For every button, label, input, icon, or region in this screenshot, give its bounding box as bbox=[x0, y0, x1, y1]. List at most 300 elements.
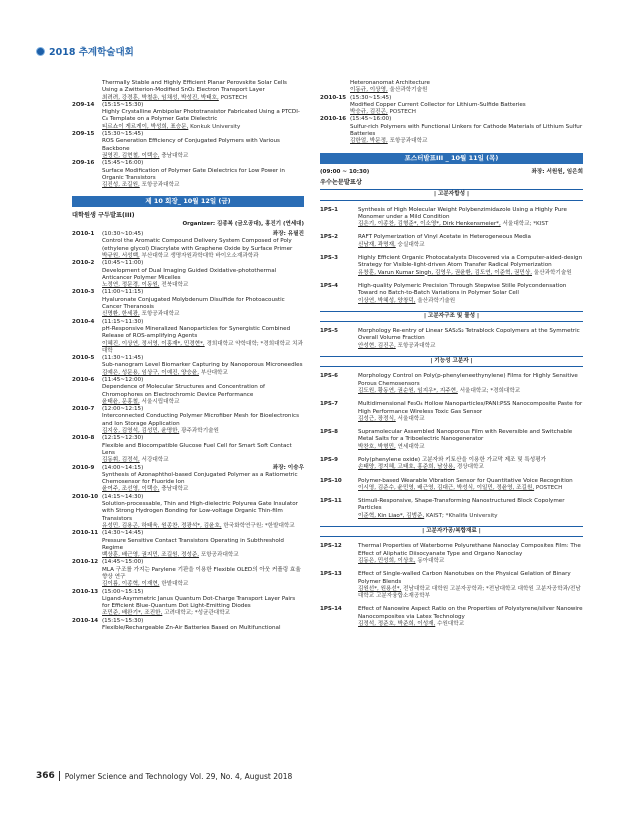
entry-code: 1PS-5 bbox=[320, 328, 338, 335]
entry-author-names: 신남재, 곽명재, bbox=[358, 241, 396, 248]
poster-time-row bbox=[320, 169, 583, 176]
entry-affiliation: 서울대학교; *경희대학교 bbox=[459, 387, 521, 394]
entry-body bbox=[102, 319, 304, 355]
entry-authors bbox=[358, 621, 583, 628]
entry-authors bbox=[102, 552, 304, 559]
entry-code: 2O10-8 bbox=[72, 435, 95, 442]
entry-code: 1PS-3 bbox=[320, 255, 338, 262]
entry-chair: 좌장: 유필진 bbox=[272, 231, 304, 238]
program-entry bbox=[320, 429, 583, 451]
program-entry bbox=[320, 478, 583, 493]
entry-code: 2O10-2 bbox=[72, 260, 95, 267]
group-heading: | 기능성 고분자 | bbox=[320, 356, 583, 367]
entry-time-row bbox=[102, 559, 304, 566]
entry-body bbox=[358, 283, 583, 305]
entry-time-row bbox=[102, 406, 304, 413]
program-entry bbox=[72, 102, 304, 131]
program-entry bbox=[72, 80, 304, 102]
program-entry bbox=[72, 131, 304, 160]
entry-affiliation: KAIST; *Khalifa University bbox=[425, 512, 498, 519]
right-top-entries bbox=[320, 80, 583, 146]
entry-author-names: 노정연, 정문경, 이동원, bbox=[102, 282, 160, 289]
entry-title: Heteronanomat Architecture bbox=[350, 80, 430, 86]
group-heading: | 고분자가공/복합재료 | bbox=[320, 526, 583, 537]
entry-code bbox=[72, 80, 102, 102]
entry-author-names: 신명환, 한세광, bbox=[102, 311, 140, 318]
entry-title: Sulfur-rich Polymers with Functional Linkers for Cathode Materials of Lithium Sulfur Batteries bbox=[350, 123, 583, 138]
entry-body bbox=[102, 160, 304, 189]
entry-title: Morphology Re-entry of Linear SAS₂S₂ Tetrablock Copolymers at the Symmetric Overall Volume Fraction bbox=[358, 328, 580, 342]
entry-authors bbox=[358, 242, 583, 249]
entry-code: 2O10-14 bbox=[72, 617, 99, 624]
entry-time: (14:30~14:45) bbox=[102, 530, 144, 537]
entry-authors bbox=[102, 610, 304, 617]
entry-body bbox=[102, 494, 304, 530]
entry-affiliation: POSTECH bbox=[389, 109, 416, 116]
program-entry bbox=[72, 406, 304, 435]
entry-body bbox=[102, 435, 304, 464]
entry-code: 1PS-1 bbox=[320, 206, 338, 213]
entry-code: 2O10-5 bbox=[72, 355, 95, 362]
poster-banner: 포스터발표III _ 10월 11일 (목) bbox=[320, 153, 583, 164]
entry-code: 2O10-10 bbox=[72, 493, 99, 500]
entry-affiliation: 광주과학기술원 bbox=[181, 428, 219, 435]
entry-title: Polymer-based Wearable Vibration Sensor for Quantitative Voice Recognition bbox=[358, 477, 573, 484]
entry-affiliation: 충남대학교 bbox=[161, 152, 189, 159]
entry-time: (15:15~15:30) bbox=[102, 617, 144, 624]
entry-author-names: 김정석, 정준호, 박준희, 이성재, bbox=[358, 621, 436, 628]
entry-affiliation: 경희대학교 약학대학; *경희대학교 치과대학 bbox=[102, 340, 303, 354]
entry-code: 1PS-4 bbox=[320, 282, 338, 289]
entry-time: (11:30~11:45) bbox=[102, 355, 144, 362]
entry-affiliation: 연세대학교 bbox=[397, 443, 425, 450]
entry-body bbox=[358, 373, 583, 395]
entry-code: 1PS-9 bbox=[320, 456, 338, 463]
entry-author-names: 유성민, 김용곤, 하태욱, 원종찬, 정광석*, 김윤호, bbox=[102, 522, 222, 529]
entry-affiliation: 포항공과대학교 bbox=[200, 552, 239, 559]
program-entry bbox=[72, 260, 304, 289]
entry-authors bbox=[102, 399, 304, 406]
entry-author-names: 박승규, 김진곤, bbox=[350, 109, 388, 116]
entry-time: (10:45~11:00) bbox=[102, 260, 144, 267]
entry-body bbox=[102, 231, 304, 260]
entry-time: (11:00~11:15) bbox=[102, 289, 144, 296]
entry-title: Highly Efficient Organic Photocatalysts Discovered via a Computer-aided-design Strategy for Visible-light-driven Atom Transfer Radical Polymerization bbox=[358, 255, 583, 269]
entry-body bbox=[102, 465, 304, 494]
entry-body bbox=[358, 478, 583, 493]
program-entry bbox=[320, 571, 583, 600]
program-entry bbox=[72, 530, 304, 559]
entry-title: High-quality Polymeric Precision Through Stepwise Stille Polycondensation Toward no Batch-to-Batch Variations in Polymer Solar Cell bbox=[358, 282, 567, 297]
entry-authors bbox=[358, 416, 583, 423]
entry-author-names: 김한얼, 박문정, bbox=[350, 138, 388, 145]
entry-time: (15:30~15:45) bbox=[102, 131, 144, 138]
entry-affiliation: 한밭대학교 bbox=[161, 581, 189, 588]
entry-author-names: 김진성, 조길원, bbox=[102, 182, 140, 189]
entry-title: ROS Generation Efficiency of Conjugated Polymers with Various Backbone bbox=[102, 138, 280, 152]
entry-authors bbox=[102, 457, 304, 464]
session-name: 대학원생 구두발표(III) bbox=[72, 212, 135, 220]
entry-affiliation: 서울시립대학교 bbox=[141, 398, 180, 405]
entry-time: (14:00~14:15) bbox=[102, 464, 144, 471]
entry-body bbox=[350, 80, 583, 95]
entry-author-names: 이시영, 김준수, 윤민영, 배근영, 김대근, 박성식, 이일민, 정윤영, 조길원, bbox=[358, 484, 535, 491]
entry-code: 1PS-2 bbox=[320, 234, 338, 241]
entry-authors bbox=[102, 581, 304, 588]
entry-authors bbox=[358, 388, 583, 395]
entry-code: 2O10-7 bbox=[72, 406, 95, 413]
entry-code: 2O10-1 bbox=[72, 231, 95, 238]
left-entries bbox=[72, 231, 304, 632]
entry-affiliation: 포항공과대학교 bbox=[397, 342, 436, 349]
award-section-title: 우수논문발표상 bbox=[320, 178, 362, 186]
entry-authors bbox=[350, 87, 583, 94]
poster-groups bbox=[320, 189, 583, 628]
entry-affiliation: POSTECH bbox=[220, 94, 247, 101]
page-number: 366 bbox=[36, 771, 55, 781]
program-entry bbox=[72, 465, 304, 494]
entry-author-names: 윤태윤, 문홍철, bbox=[102, 398, 140, 405]
program-entry bbox=[72, 355, 304, 377]
entry-author-names: 윤여주, 조선영, 이택승, bbox=[102, 486, 160, 493]
entry-authors bbox=[358, 298, 583, 305]
entry-code: 2O9-16 bbox=[72, 160, 95, 167]
entry-code: 1PS-10 bbox=[320, 477, 342, 484]
entry-body bbox=[102, 377, 304, 406]
entry-body bbox=[102, 530, 304, 559]
entry-title: Multidimensional Fe₃O₄ Hollow Nanoparticles/PANI:PSS Nanocomposite Paste for High Performance Wireless Toxic Gas Sensor bbox=[358, 401, 583, 415]
entry-authors bbox=[358, 444, 583, 451]
entry-author-names: 이상연, 박혜성, 양창덕, bbox=[358, 297, 416, 304]
entry-authors bbox=[102, 311, 304, 318]
program-entry bbox=[72, 618, 304, 633]
entry-affiliation: 충남대학교 bbox=[161, 486, 189, 493]
entry-time-row bbox=[102, 160, 304, 167]
entry-time: (10:30~10:45) bbox=[102, 231, 144, 238]
entry-author-names: 김지웅, 김영석, 김성민, 윤명한, bbox=[102, 428, 180, 435]
entry-body bbox=[358, 498, 583, 520]
session-banner: 제 10 회장_ 10월 12일 (금) bbox=[72, 196, 304, 207]
entry-authors bbox=[102, 182, 304, 189]
entry-authors bbox=[358, 343, 583, 350]
entry-time: (15:45~16:00) bbox=[102, 160, 144, 167]
entry-author-names: 김동은, 민성희, 이상호, bbox=[358, 557, 416, 564]
entry-author-names: 유창훈, Varun Kumar Singh, 김영우, 권윤환, 김도연, 이준혁, 권민상, bbox=[358, 269, 533, 276]
entry-author-names: 김동휘, 김정석, bbox=[102, 457, 140, 464]
program-entry bbox=[72, 559, 304, 588]
entry-code: 1PS-8 bbox=[320, 429, 338, 436]
entry-author-names: 김도원, 황동연, 권순원, 임지우*, 지주현, bbox=[358, 387, 458, 394]
entry-time-row bbox=[102, 355, 304, 362]
left-column bbox=[72, 80, 304, 632]
entry-affiliation: 포항공과대학교 bbox=[141, 311, 180, 318]
entry-authors bbox=[350, 138, 583, 145]
entry-body bbox=[358, 207, 583, 229]
entry-title: MLA 구조를 가지는 Parylene 기판을 이용한 Flexible OLED의 아웃 커플링 효율 향상 연구 bbox=[102, 566, 301, 580]
entry-body bbox=[358, 234, 583, 249]
program-entry bbox=[320, 255, 583, 277]
entry-authors bbox=[358, 513, 583, 520]
entry-author-names: 권영진, 김현철, 이택승, bbox=[102, 152, 160, 159]
entry-affiliation: 울산과학기술원 bbox=[417, 297, 456, 304]
entry-affiliation: 고려대학교; *성균관대학교 bbox=[164, 610, 231, 617]
entry-code: 2O10-11 bbox=[72, 530, 99, 537]
entry-title: Sub-nanogram Level Biomarker Capturing by Nanoporous Microneedles bbox=[102, 362, 303, 369]
entry-body bbox=[358, 401, 583, 423]
program-entry bbox=[320, 606, 583, 628]
entry-author-names: 이혜진, 이상연, 정서영, 이홍재*, 민경현*, bbox=[102, 340, 205, 347]
organizer: Organizer: 김종복 (금오공대), 홍진기 (연세대) bbox=[182, 220, 304, 227]
entry-time-row bbox=[102, 435, 304, 442]
entry-body bbox=[358, 571, 583, 600]
entry-body bbox=[102, 355, 304, 377]
group-heading: | 고분자구조 및 물성 | bbox=[320, 311, 583, 322]
entry-affiliation: 경상대학교 bbox=[456, 464, 484, 471]
program-entry bbox=[72, 494, 304, 530]
entry-time-row bbox=[102, 260, 304, 267]
entry-authors bbox=[358, 558, 583, 565]
program-entry bbox=[72, 289, 304, 318]
entry-time: (11:15~11:30) bbox=[102, 318, 144, 325]
journal-info: Polymer Science and Technology Vol. 29, No. 4, August 2018 bbox=[64, 771, 293, 781]
entry-time-row bbox=[102, 102, 304, 109]
entry-title: Supramolecular Assembled Nanoporous Film with Reversible and Switchable Metal Salts for a Triboelectric Nanogenerator bbox=[358, 429, 573, 443]
entry-code bbox=[320, 80, 350, 95]
entry-author-names: 조민준, 배완기*, 조진한, bbox=[102, 610, 163, 617]
poster-chair: 좌장: 서원원, 임은희 bbox=[531, 168, 583, 175]
entry-time-row bbox=[102, 465, 304, 472]
entry-title: Thermally Stable and Highly Efficient Planar Perovskite Solar Cells Using a Zwitterion-Modified SnO₂ Electron Transport Layer bbox=[102, 80, 287, 94]
entry-code: 1PS-11 bbox=[320, 498, 342, 505]
entry-time-row bbox=[102, 289, 304, 296]
header-title: 2018 추계학술대회 bbox=[49, 47, 134, 58]
entry-body bbox=[358, 328, 583, 350]
entry-title: Pressure Sensitive Contact Transistors Operating in Subthreshold Regime bbox=[102, 537, 284, 551]
program-entry bbox=[72, 160, 304, 189]
left-top-entries bbox=[72, 80, 304, 189]
entry-title: Flexible/Rechargeable Zn-Air Batteries Based on Multifunctional bbox=[102, 625, 281, 632]
entry-author-names: 김은기, 이종찬, 김형준*, 이소영*, Dirk Henkensmeier*, bbox=[358, 221, 501, 228]
entry-affiliation: 서강대학교 bbox=[141, 457, 169, 464]
entry-time: (12:00~12:15) bbox=[102, 406, 144, 413]
entry-code: 2O10-6 bbox=[72, 376, 95, 383]
program-entry bbox=[320, 207, 583, 229]
entry-chair: 좌장: 이승우 bbox=[272, 464, 304, 471]
entry-title: Synthesis of Azonaphthol-based Conjugated Polymer as a Ratiometric Chemosensor for Fluoride Ion bbox=[102, 471, 298, 486]
entry-body bbox=[102, 618, 304, 633]
entry-code: 2O10-3 bbox=[72, 289, 95, 296]
program-entry bbox=[320, 80, 583, 95]
entry-time: (15:30~15:45) bbox=[350, 94, 392, 101]
entry-code: 2O9-14 bbox=[72, 101, 95, 108]
entry-title: pH-Responsive Mineralized Nanoparticles for Synergistic Combined Release of ROS-amplifying Agents bbox=[102, 325, 291, 340]
entry-authors bbox=[102, 95, 304, 102]
entry-title: RAFT Polymerization of Vinyl Acetate in Heterogeneous Media bbox=[358, 234, 531, 241]
entry-time-row bbox=[102, 618, 304, 625]
entry-time-row bbox=[102, 231, 304, 238]
program-entry bbox=[72, 377, 304, 406]
entry-time: (14:45~15:00) bbox=[102, 559, 144, 566]
entry-affiliation: 포항공과대학교 bbox=[141, 182, 180, 189]
entry-title: Thermal Properties of Waterborne Polyurethane Nanoclay Composites Film: The Effect of Aliphatic Diisocyanate Type and Organo Nanoclay bbox=[358, 543, 581, 557]
entry-code: 1PS-12 bbox=[320, 543, 342, 550]
entry-title: Surface Modification of Polymer Gate Dielectrics for Low Power in Organic Transistors bbox=[102, 167, 285, 181]
entry-affiliation: POSTECH bbox=[535, 484, 563, 491]
group-heading: | 고분자합성 | bbox=[320, 189, 583, 200]
entry-author-names: 김예은, 성문용, 임상구, 이예진, 양승윤, bbox=[102, 369, 200, 376]
entry-author-names: 이동규, 이상영, bbox=[350, 87, 388, 94]
entry-title: Effect of Single-walled Carbon Nanotubes on the Physical Gelation of Binary Polymer Blends bbox=[358, 571, 571, 585]
entry-affiliation: 전남대학교 대학원 고분자공학과; *전남대학교 대학원 고분자공학과/전남대학교 고분자융합소재공학부 bbox=[358, 585, 581, 600]
entry-authors bbox=[350, 109, 583, 116]
entry-affiliation: 서울대학교; *KIST bbox=[502, 221, 549, 228]
entry-affiliation: 울산과학기술원 bbox=[533, 269, 572, 276]
entry-body bbox=[102, 260, 304, 289]
entry-title: Poly(phenylene oxide) 고분자와 키토산을 이용한 가교막 제조 및 특성평가 bbox=[358, 456, 547, 463]
program-entry bbox=[320, 498, 583, 520]
entry-authors bbox=[102, 428, 304, 435]
entry-title: Synthesis of High Molecular Weight Polybenzimidazole Using a Highly Pure Monomer under a Mild Condition bbox=[358, 206, 567, 220]
entry-code: 1PS-14 bbox=[320, 606, 342, 613]
entry-body bbox=[358, 543, 583, 565]
entry-body bbox=[350, 95, 583, 117]
entry-code: 2O10-4 bbox=[72, 318, 95, 325]
entry-code: 2O10-13 bbox=[72, 588, 99, 595]
entry-title: Development of Dual Imaging Guided Oxidative-photothermal Anticancer Polymer Micelles bbox=[102, 267, 277, 281]
entry-body bbox=[358, 606, 583, 628]
entry-time-row bbox=[102, 494, 304, 501]
entry-title: Ligand-Asymmetric Janus Quantum Dot-Charge Transport Layer Pairs for Efficient Blue-Quantum Dot Light-Emitting Diodes bbox=[102, 595, 296, 610]
program-entry bbox=[320, 543, 583, 565]
entry-time: (12:15~12:30) bbox=[102, 435, 144, 442]
entry-title: Morphology Control on Poly(p-phenyleneethynylene) Films for Highly Sensitive Porous Chemosensors bbox=[358, 373, 578, 387]
entry-time: (15:45~16:00) bbox=[350, 116, 392, 123]
entry-author-names: 최려려, 강경훈, 박철운, 임채성, 박성진, 박태호, bbox=[102, 94, 219, 101]
entry-code: 2O9-15 bbox=[72, 131, 95, 138]
entry-time-row bbox=[102, 319, 304, 326]
page-footer bbox=[36, 771, 292, 781]
entry-time-row bbox=[102, 589, 304, 596]
entry-time: (15:15~15:30) bbox=[102, 101, 144, 108]
entry-affiliation: 숭실대학교 bbox=[397, 241, 425, 248]
entry-time-row bbox=[102, 530, 304, 537]
entry-title: Effect of Nanowire Aspect Ratio on the Properties of Polystyrene/silver Nanowire Nanocomposites via Latex Technology bbox=[358, 606, 583, 620]
entry-code: 2O10-15 bbox=[320, 94, 347, 101]
entry-authors bbox=[358, 485, 583, 492]
entry-body bbox=[102, 406, 304, 435]
entry-body bbox=[358, 457, 583, 472]
entry-title: Modified Copper Current Collector for Lithium-Sulfide Batteries bbox=[350, 101, 526, 108]
entry-authors bbox=[102, 253, 304, 260]
program-entry bbox=[320, 457, 583, 472]
entry-author-names: 티르쇼이 게르게이, 박성희, 표승문, bbox=[102, 123, 189, 130]
entry-author-names: 김원선*, 원용선*, bbox=[358, 585, 402, 592]
entry-affiliation: 포항공과대학교 bbox=[389, 138, 428, 145]
entry-author-names: 김이름, 이종혁, 이재현, bbox=[102, 581, 160, 588]
entry-author-names: 백상훈, 배근영, 권지민, 조길원, 정성준, bbox=[102, 552, 200, 559]
entry-body bbox=[102, 102, 304, 131]
entry-title: Interconnected Conducting Polymer Microfiber Mesh for Bioelectronics and Ion Storage Application bbox=[102, 413, 300, 427]
program-entry bbox=[320, 401, 583, 423]
entry-author-names: 안성현, 김진곤, bbox=[358, 342, 396, 349]
entry-affiliation: 부산대학교 생명자원과학대학 바이오소재과학과 bbox=[141, 252, 259, 259]
entry-affiliation: 서울대학교 bbox=[397, 415, 425, 422]
entry-title: Hyaluronate Conjugated Molybdenum Disulfide for Photoacoustic Cancer Theranosis bbox=[102, 296, 285, 311]
program-entry bbox=[320, 95, 583, 117]
entry-affiliation: Konkuk University bbox=[190, 123, 241, 130]
entry-code: 2O10-16 bbox=[320, 116, 347, 123]
footer-divider bbox=[59, 771, 60, 781]
entry-title: Highly Crystalline Ambipolar Phototransistor Fabricated Using a PTCDI-C₈ Template on a Polymer Gate Dielectric bbox=[102, 109, 300, 123]
entry-authors bbox=[102, 341, 304, 356]
entry-author-names: 박찬호, 박형민, bbox=[358, 443, 396, 450]
entry-body bbox=[350, 116, 583, 145]
entry-authors bbox=[102, 523, 304, 530]
entry-authors bbox=[102, 282, 304, 289]
entry-authors bbox=[358, 221, 583, 228]
entry-authors bbox=[358, 464, 583, 471]
entry-time-row bbox=[102, 131, 304, 138]
entry-body bbox=[102, 289, 304, 318]
entry-authors bbox=[102, 370, 304, 377]
entry-code: 1PS-6 bbox=[320, 373, 338, 380]
entry-affiliation: 한국화학연구원; *한밭대학교 bbox=[223, 522, 295, 529]
entry-title: Solution-processable, Thin and High-dielectric Polyurea Gate Insulator with Strong Hydrogen Bonding for Low-voltage Organic Thin-film Transistors bbox=[102, 501, 298, 522]
entry-author-names: 이준혁, Kin Liao*, 김범준, bbox=[358, 512, 425, 519]
entry-authors bbox=[358, 586, 583, 601]
program-entry bbox=[320, 283, 583, 305]
entry-title: Stimuli-Responsive, Shape-Transforming Nanostructured Block Copolymer Particles bbox=[358, 498, 565, 512]
program-entry bbox=[72, 589, 304, 618]
page-header bbox=[36, 44, 134, 58]
entry-authors bbox=[358, 270, 583, 277]
entry-authors bbox=[102, 153, 304, 160]
entry-title: Flexible and Biocompatible Glucose Fuel Cell for Smart Soft Contact Lens bbox=[102, 442, 292, 456]
entry-authors bbox=[102, 486, 304, 493]
program-entry bbox=[72, 319, 304, 355]
entry-time: (15:00~15:15) bbox=[102, 588, 144, 595]
poster-time: (09:00 ~ 10:30) bbox=[320, 168, 370, 175]
entry-author-names: 김성근, 장정식, bbox=[358, 415, 396, 422]
entry-time: (14:15~14:30) bbox=[102, 493, 144, 500]
program-entry bbox=[320, 373, 583, 395]
entry-code: 1PS-13 bbox=[320, 571, 342, 578]
entry-body bbox=[102, 80, 304, 102]
entry-affiliation: 전북대학교 bbox=[161, 282, 189, 289]
bullet-circle-icon bbox=[36, 47, 45, 56]
program-entry bbox=[72, 435, 304, 464]
entry-time-row bbox=[350, 95, 583, 102]
entry-affiliation: 울산과학기술원 bbox=[389, 87, 428, 94]
entry-author-names: 박규원, 서성백, bbox=[102, 252, 140, 259]
entry-code: 2O10-12 bbox=[72, 559, 99, 566]
entry-code: 1PS-7 bbox=[320, 401, 338, 408]
entry-body bbox=[358, 255, 583, 277]
program-entry bbox=[320, 116, 583, 145]
session-title bbox=[72, 212, 304, 219]
entry-affiliation: 부산대학교 bbox=[200, 369, 228, 376]
entry-affiliation: 수원대학교 bbox=[437, 621, 465, 628]
right-column bbox=[320, 80, 583, 634]
entry-body bbox=[102, 131, 304, 160]
entry-time-row bbox=[102, 377, 304, 384]
entry-title: Control the Aromatic Compound Delivery System Composed of Poly (ethylene glycol) Diacrylate with Graphene Oxide by Surface Primer bbox=[102, 238, 293, 252]
program-entry bbox=[72, 231, 304, 260]
entry-time-row bbox=[350, 116, 583, 123]
entry-body bbox=[102, 559, 304, 588]
entry-authors bbox=[102, 124, 304, 131]
entry-body bbox=[102, 589, 304, 618]
